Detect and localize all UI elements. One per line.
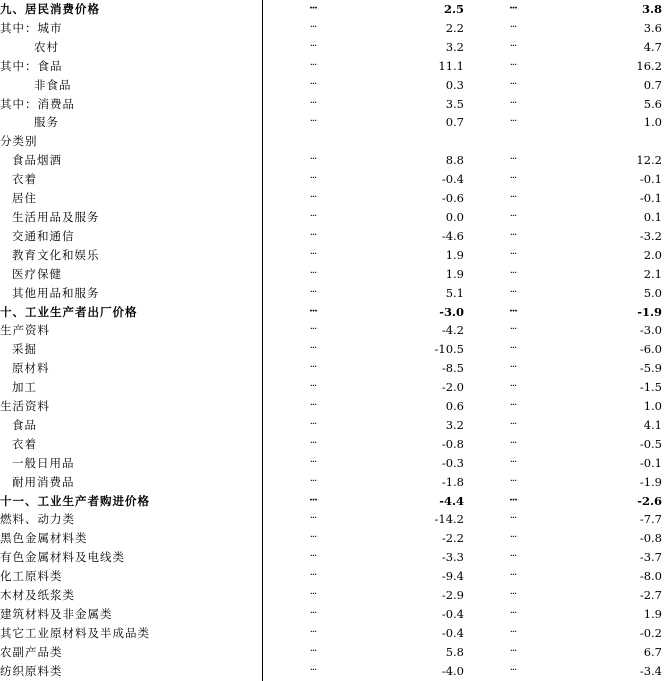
row-label: 教育文化和娱乐 <box>12 247 100 262</box>
row-label: 其中：食品 <box>0 58 63 73</box>
placeholder-dots: ··· <box>509 532 517 544</box>
value-cell: -0.4 <box>441 625 464 640</box>
placeholder-dots <box>474 132 552 151</box>
placeholder-dots: ··· <box>309 456 317 468</box>
spacer <box>464 586 474 605</box>
placeholder-dots: ··· <box>509 173 517 185</box>
table-row <box>0 567 668 586</box>
placeholder-dots: ··· <box>309 475 317 487</box>
spacer <box>464 529 474 548</box>
row-label: 采掘 <box>12 342 37 357</box>
placeholder-dots: ··· <box>509 116 517 128</box>
table-row <box>0 19 668 38</box>
spacer <box>464 567 474 586</box>
placeholder-dots: ··· <box>509 40 517 52</box>
value-cell: 1.0 <box>643 399 662 414</box>
value-cell: 0.3 <box>445 77 464 92</box>
value-cell: 0.6 <box>445 399 464 414</box>
value-cell: -2.6 <box>637 493 662 508</box>
spacer <box>464 246 474 265</box>
placeholder-dots: ··· <box>309 173 317 185</box>
value-cell: -5.9 <box>639 361 662 376</box>
table-row <box>0 397 668 416</box>
table-row <box>0 378 668 397</box>
table-row <box>0 340 668 359</box>
placeholder-dots: ··· <box>509 437 517 449</box>
value-cell: 3.2 <box>445 39 464 54</box>
placeholder-dots: ··· <box>309 513 317 525</box>
value-cell: -1.9 <box>637 304 662 319</box>
table-row <box>0 321 668 340</box>
placeholder-dots: ··· <box>509 400 517 412</box>
spacer <box>464 624 474 643</box>
row-label: 服务 <box>34 115 59 130</box>
row-label: 分类别 <box>0 134 38 149</box>
value-cell: -3.3 <box>441 550 464 565</box>
table-row <box>0 510 668 529</box>
placeholder-dots: ··· <box>509 626 517 638</box>
placeholder-dots: ··· <box>509 324 517 336</box>
value-cell: 5.8 <box>445 644 464 659</box>
table-row <box>0 246 668 265</box>
placeholder-dots: ··· <box>309 192 317 204</box>
value-cell: 1.0 <box>643 115 662 130</box>
value-cell: -3.4 <box>639 663 662 678</box>
table-row <box>0 416 668 435</box>
value-cell: -1.9 <box>639 474 662 489</box>
spacer <box>464 95 474 114</box>
placeholder-dots: ··· <box>309 78 317 90</box>
value-cell: -0.4 <box>441 172 464 187</box>
table-row <box>0 38 668 57</box>
table-row <box>0 208 668 227</box>
placeholder-dots: ··· <box>309 267 317 279</box>
placeholder-dots: ··· <box>309 437 317 449</box>
value-cell: -1.5 <box>639 380 662 395</box>
value-cell: -0.2 <box>639 625 662 640</box>
placeholder-dots: ··· <box>309 400 317 412</box>
value-cell: -2.9 <box>441 588 464 603</box>
placeholder-dots: ··· <box>309 608 317 619</box>
placeholder-dots: ··· <box>309 286 317 298</box>
row-label: 生活用品及服务 <box>12 209 100 224</box>
table-row <box>0 113 668 132</box>
row-label: 燃料、动力类 <box>0 512 75 527</box>
spacer <box>464 303 474 322</box>
placeholder-dots: ··· <box>309 59 317 71</box>
row-label: 十一、工业生产者购进价格 <box>0 493 150 508</box>
table-row <box>0 284 668 303</box>
placeholder-dots: ··· <box>309 305 317 317</box>
table-row <box>0 95 668 114</box>
placeholder-dots: ··· <box>509 305 517 317</box>
value-cell: -0.3 <box>441 455 464 470</box>
value-cell: 3.5 <box>445 96 464 111</box>
value-cell <box>552 132 668 151</box>
placeholder-dots: ··· <box>309 551 317 563</box>
value-cell: 3.6 <box>643 20 662 35</box>
placeholder-dots <box>265 132 361 151</box>
value-cell: -3.2 <box>639 228 662 243</box>
row-label: 生产资料 <box>0 323 50 338</box>
value-cell: -3.0 <box>639 323 662 338</box>
placeholder-dots: ··· <box>309 324 317 336</box>
table-row <box>0 529 668 548</box>
row-label: 居住 <box>12 191 37 206</box>
table-row <box>0 624 668 643</box>
value-cell: -8.0 <box>639 569 662 584</box>
placeholder-dots: ··· <box>509 362 517 374</box>
placeholder-dots: ··· <box>509 248 517 260</box>
value-cell: 2.0 <box>643 247 662 262</box>
table-row <box>0 227 668 246</box>
value-cell: -4.0 <box>441 663 464 678</box>
spacer <box>464 265 474 284</box>
spacer <box>464 76 474 95</box>
spacer <box>464 492 474 511</box>
row-label: 生活资料 <box>0 399 50 414</box>
spacer <box>464 605 474 624</box>
value-cell: -7.7 <box>639 512 662 527</box>
spacer <box>464 208 474 227</box>
value-cell: -0.4 <box>441 607 464 621</box>
placeholder-dots: ··· <box>509 192 517 204</box>
table-row <box>0 189 668 208</box>
spacer <box>464 454 474 473</box>
placeholder-dots: ··· <box>309 381 317 393</box>
value-cell: 1.9 <box>445 247 464 262</box>
row-label: 其它工业原材料及半成品类 <box>0 625 150 640</box>
row-label: 九、居民消费价格 <box>0 2 100 16</box>
placeholder-dots: ··· <box>509 418 517 430</box>
placeholder-dots: ··· <box>309 626 317 638</box>
spacer <box>464 57 474 76</box>
placeholder-dots: ··· <box>509 59 517 71</box>
value-cell: 3.2 <box>445 417 464 432</box>
value-cell: 16.2 <box>636 58 662 73</box>
value-cell: 5.0 <box>643 285 662 300</box>
value-cell: 12.2 <box>636 153 662 168</box>
value-cell: 11.1 <box>438 58 464 73</box>
value-cell: 0.1 <box>643 209 662 224</box>
table-row <box>0 435 668 454</box>
row-label: 医疗保健 <box>12 266 62 281</box>
spacer <box>464 416 474 435</box>
spacer <box>464 510 474 529</box>
value-cell: -0.1 <box>639 455 662 470</box>
value-cell: -4.4 <box>439 493 464 508</box>
table-row <box>0 473 668 492</box>
placeholder-dots: ··· <box>509 154 517 166</box>
table-row <box>0 303 668 322</box>
value-cell: 3.8 <box>641 2 662 16</box>
spacer <box>464 643 474 662</box>
value-cell: 1.9 <box>445 266 464 281</box>
placeholder-dots: ··· <box>509 475 517 487</box>
spacer <box>464 227 474 246</box>
table-row <box>0 643 668 662</box>
spacer <box>464 189 474 208</box>
placeholder-dots: ··· <box>509 229 517 241</box>
placeholder-dots: ··· <box>509 3 517 14</box>
spacer <box>464 170 474 189</box>
value-cell: -10.5 <box>434 342 464 357</box>
table-row <box>0 265 668 284</box>
value-cell: 5.6 <box>643 96 662 111</box>
table-row <box>0 454 668 473</box>
row-label: 食品烟酒 <box>12 153 62 168</box>
value-cell: -14.2 <box>434 512 464 527</box>
row-label: 耐用消费品 <box>12 474 75 489</box>
value-cell: 1.9 <box>643 607 662 621</box>
spacer <box>464 397 474 416</box>
placeholder-dots: ··· <box>509 570 517 582</box>
placeholder-dots: ··· <box>509 608 517 619</box>
placeholder-dots: ··· <box>509 645 517 657</box>
value-cell: -8.5 <box>441 361 464 376</box>
spacer <box>464 151 474 170</box>
table-row <box>0 605 668 624</box>
value-cell: -0.5 <box>639 436 662 451</box>
value-cell: -0.1 <box>639 172 662 187</box>
row-label: 加工 <box>12 380 37 395</box>
table-row <box>0 662 668 681</box>
spacer <box>464 19 474 38</box>
spacer <box>464 38 474 57</box>
row-label: 纺织原料类 <box>0 663 63 678</box>
placeholder-dots: ··· <box>309 645 317 657</box>
row-label: 十、工业生产者出厂价格 <box>0 304 138 319</box>
placeholder-dots: ··· <box>509 494 517 506</box>
placeholder-dots: ··· <box>509 78 517 90</box>
value-cell: -4.2 <box>441 323 464 338</box>
placeholder-dots: ··· <box>509 21 517 33</box>
table-row <box>0 170 668 189</box>
row-label: 原材料 <box>12 361 50 376</box>
table-row <box>0 359 668 378</box>
row-label: 其他用品和服务 <box>12 285 100 300</box>
row-label: 衣着 <box>12 436 37 451</box>
row-label: 有色金属材料及电线类 <box>0 550 125 565</box>
value-cell: 4.1 <box>643 417 662 432</box>
placeholder-dots: ··· <box>309 116 317 128</box>
placeholder-dots: ··· <box>509 456 517 468</box>
placeholder-dots: ··· <box>309 362 317 374</box>
spacer <box>464 435 474 454</box>
placeholder-dots: ··· <box>509 210 517 222</box>
value-cell: 6.7 <box>643 644 662 659</box>
placeholder-dots: ··· <box>309 494 317 506</box>
row-label: 其中：消费品 <box>0 96 75 111</box>
value-cell: 8.8 <box>445 153 464 168</box>
row-label: 交通和通信 <box>12 228 75 243</box>
placeholder-dots: ··· <box>509 343 517 355</box>
value-cell: -2.2 <box>441 531 464 546</box>
row-label: 一般日用品 <box>12 455 75 470</box>
spacer <box>464 113 474 132</box>
spacer <box>464 378 474 397</box>
row-label: 木材及纸浆类 <box>0 588 75 603</box>
spacer <box>464 321 474 340</box>
table-row <box>0 548 668 567</box>
table-row <box>0 57 668 76</box>
spacer <box>464 662 474 681</box>
table-row <box>0 586 668 605</box>
value-cell: -3.0 <box>439 304 464 319</box>
placeholder-dots: ··· <box>509 286 517 298</box>
value-cell: 4.7 <box>643 39 662 54</box>
spacer <box>464 548 474 567</box>
placeholder-dots: ··· <box>309 418 317 430</box>
placeholder-dots: ··· <box>509 664 517 676</box>
spacer <box>464 340 474 359</box>
table-row <box>0 151 668 170</box>
row-label: 化工原料类 <box>0 569 63 584</box>
table-row <box>0 0 668 19</box>
spacer <box>464 0 474 19</box>
row-label: 食品 <box>12 417 37 432</box>
placeholder-dots: ··· <box>309 229 317 241</box>
placeholder-dots: ··· <box>309 248 317 260</box>
placeholder-dots: ··· <box>309 664 317 676</box>
table-row <box>0 492 668 511</box>
placeholder-dots: ··· <box>509 551 517 563</box>
placeholder-dots: ··· <box>309 21 317 33</box>
placeholder-dots: ··· <box>309 532 317 544</box>
row-label: 建筑材料及非金属类 <box>0 607 113 621</box>
row-label: 农副产品类 <box>0 644 63 659</box>
spacer <box>464 359 474 378</box>
value-cell: -3.7 <box>639 550 662 565</box>
placeholder-dots: ··· <box>309 3 317 14</box>
value-cell: -6.0 <box>639 342 662 357</box>
value-cell: -2.7 <box>639 588 662 603</box>
value-cell: -0.6 <box>441 191 464 206</box>
value-cell: -1.8 <box>441 474 464 489</box>
value-cell: 2.2 <box>445 20 464 35</box>
table-row <box>0 132 668 151</box>
table-row <box>0 76 668 95</box>
placeholder-dots: ··· <box>309 570 317 582</box>
value-cell: -2.0 <box>441 380 464 395</box>
placeholder-dots: ··· <box>309 343 317 355</box>
value-cell: 2.1 <box>643 266 662 281</box>
value-cell: -0.8 <box>639 531 662 546</box>
placeholder-dots: ··· <box>309 40 317 52</box>
value-cell: -9.4 <box>441 569 464 584</box>
value-cell: -4.6 <box>441 228 464 243</box>
value-cell: 5.1 <box>445 285 464 300</box>
row-label: 其中：城市 <box>0 20 63 35</box>
placeholder-dots: ··· <box>509 97 517 109</box>
placeholder-dots: ··· <box>309 210 317 222</box>
row-label: 黑色金属材料类 <box>0 531 88 546</box>
value-cell: -0.1 <box>639 191 662 206</box>
row-label: 农村 <box>34 39 59 54</box>
placeholder-dots: ··· <box>309 97 317 109</box>
placeholder-dots: ··· <box>509 381 517 393</box>
value-cell: 0.7 <box>643 77 662 92</box>
placeholder-dots: ··· <box>309 589 317 601</box>
spacer <box>464 473 474 492</box>
placeholder-dots: ··· <box>309 154 317 166</box>
value-cell: -0.8 <box>441 436 464 451</box>
value-cell: 0.0 <box>445 209 464 224</box>
value-cell <box>361 132 464 151</box>
value-cell: 0.7 <box>445 115 464 130</box>
spacer <box>464 132 474 151</box>
row-label: 非食品 <box>34 77 72 92</box>
placeholder-dots: ··· <box>509 513 517 525</box>
row-label: 衣着 <box>12 172 37 187</box>
value-cell: 2.5 <box>443 2 464 16</box>
spacer <box>464 284 474 303</box>
placeholder-dots: ··· <box>509 589 517 601</box>
placeholder-dots: ··· <box>509 267 517 279</box>
